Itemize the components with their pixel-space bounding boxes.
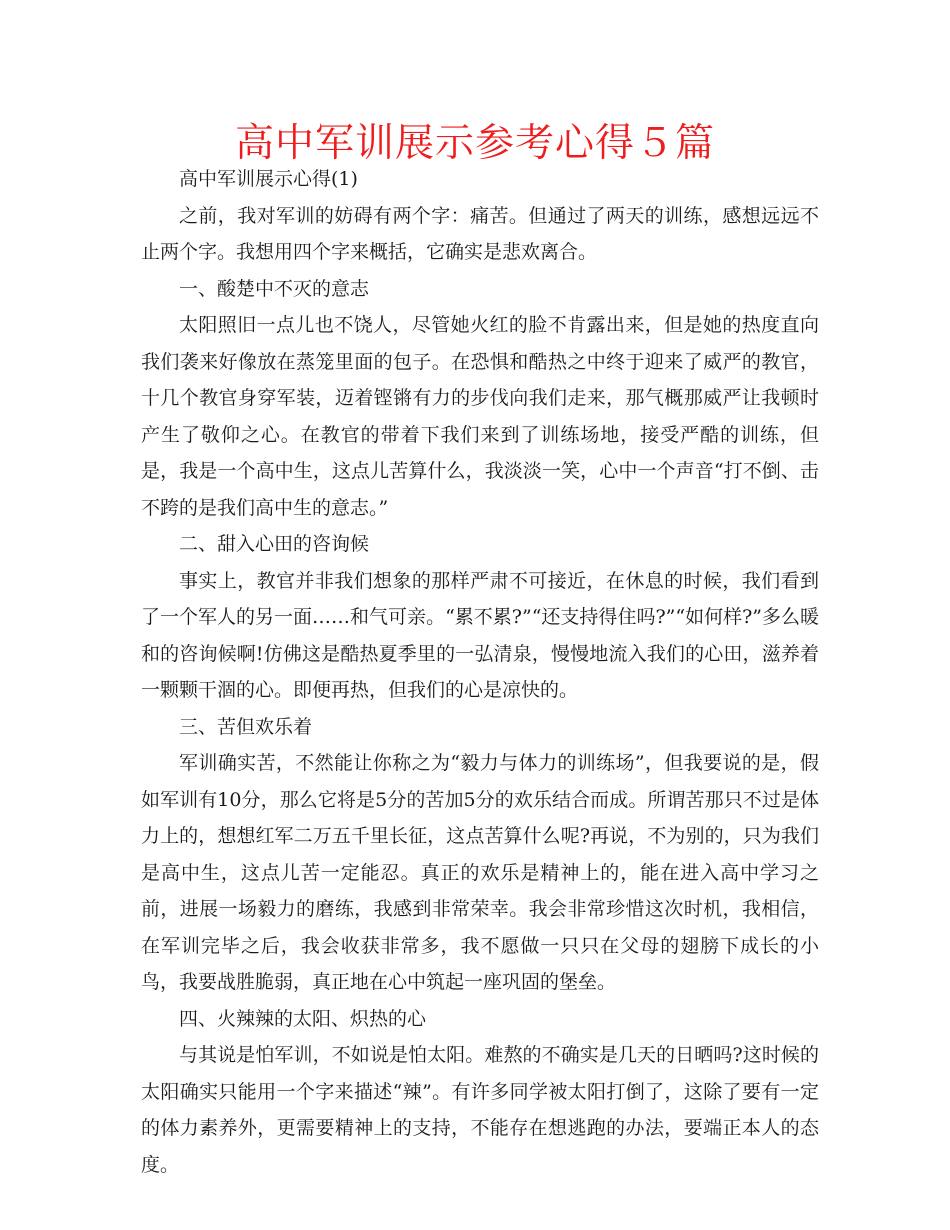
paragraph: 军训确实苦，不然能让你称之为“毅力与体力的训练场”，但我要说的是，假如军训有10分，那么它将是5分的苦加5分的欢乐结合而成。所谓苦那只不过是体力上的，想想红军二万五千里长征，这点苦算什么呢?再说，不为别的，只为我们是高中生，这点儿苦一定能忍。真正的欢乐是精神上的，能在进入高中学习之前，进展一场毅力的磨练，我感到非常荣幸。我会非常珍惜这次时机，我相信，在军训完毕之后，我会收获非常多，我不愿做一只只在父母的翅膀下成长的小鸟，我要战胜脆弱，真正地在心中筑起一座巩固的堡垒。 <box>141 752 819 993</box>
section-heading: 高中军训展示心得(1) <box>179 168 358 190</box>
paragraph: 太阳照旧一点儿也不饶人，尽管她火红的脸不肯露出来，但是她的热度直向我们袭来好像放在蒸笼里面的包子。在恐惧和酷热之中终于迎来了威严的教官，十几个教官身穿军装，迈着铿锵有力的步伐向我们走来，那气概那威严让我顿时产生了敬仰之心。在教官的带着下我们来到了训练场地，接受严酷的训练，但是，我是一个高中生，这点儿苦算什么，我淡淡一笑，心中一个声音“打不倒、击不跨的是我们高中生的意志。” <box>141 314 819 519</box>
section-heading: 一、酸楚中不灭的意志 <box>179 277 370 300</box>
paragraph: 之前，我对军训的妨碍有两个字：痛苦。但通过了两天的训练，感想远远不止两个字。我想用四个字来概括，它确实是悲欢离合。 <box>141 204 819 263</box>
section-heading: 四、火辣辣的太阳、炽热的心 <box>179 1007 427 1030</box>
paragraph: 与其说是怕军训，不如说是怕太阳。难熬的不确实是几天的日晒吗?这时候的太阳确实只能用一个字来描述“辣”。有许多同学被太阳打倒了，这除了要有一定的体力素养外，更需要精神上的支持，不能存在想逃跑的办法，要端正本人的态度。 <box>141 1044 819 1176</box>
document-title: 高中军训展示参考心得５篇 <box>234 121 715 166</box>
document-body <box>141 161 819 1183</box>
section-heading: 二、甜入心田的咨询候 <box>179 533 370 555</box>
paragraph: 事实上，教官并非我们想象的那样严肃不可接近，在休息的时候，我们看到了一个军人的另一面……和气可亲。“累不累?”“还支持得住吗?”“如何样?”多么暖和的咨询候啊!仿佛这是酷热夏季里的一弘清泉，慢慢地流入我们的心田，滋养着一颗颗干涸的心。即便再热，但我们的心是凉快的。 <box>141 569 819 701</box>
section-heading: 三、苦但欢乐着 <box>179 715 313 738</box>
